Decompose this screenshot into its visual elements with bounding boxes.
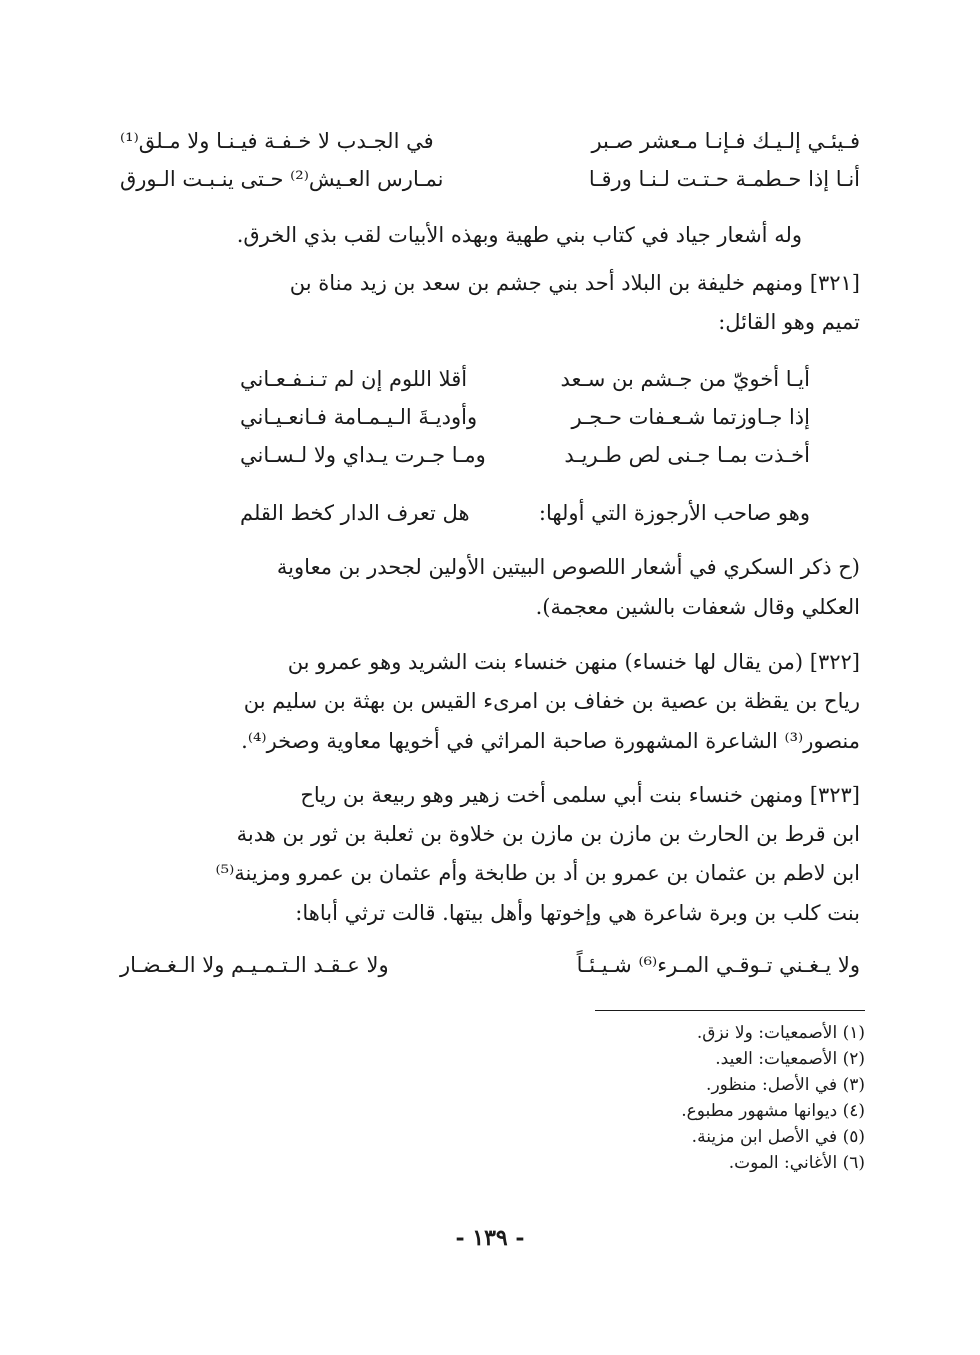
verse-second-hemistich: نمـارس العـيش⁽²⁾ حـتى ينـبـت الـورق [120, 167, 444, 191]
entry-323-line: ابن قرط بن الحارث بن مازن بن مازن بن خلاوة بن ثعلبة بن ثور بن هدبة [236, 822, 860, 846]
rajaz-opening-quote: هل تعرف الدار كخط القلم [240, 501, 470, 525]
entry-322-line: رياح بن يقظة بن عصية بن خفاف بن امرىء القيس بن بهثة بن سليم بن [243, 689, 860, 713]
footnote: (٥) في الأصل ابن مزينة. [691, 1127, 865, 1147]
footnote: (٢) الأصمعيات: العيد. [715, 1049, 865, 1069]
verse-first-hemistich: أنـا إذا حـطمـة حـتـت لـنـا ورقـا [588, 167, 860, 191]
paragraph-line [120, 494, 860, 532]
paragraph-lead: وهو صاحب الأرجوزة التي أولها: [538, 501, 810, 525]
footnote: (٣) في الأصل: منظور. [706, 1075, 865, 1095]
entry-321-line: تميم وهو القائل: [718, 310, 860, 334]
verse-first-hemistich: ولا يـغـني تـوقـي المـرء⁽⁶⁾ شـيـئـاً [576, 953, 860, 977]
page-number: - ١٣٩ - [455, 1225, 525, 1251]
entry-323-line: ابن لاطم بن عثمان بن عمرو بن أد بن طابخة وأم عثمان بن عمرو ومزينة⁽⁵⁾ [215, 861, 860, 885]
verse-second-hemistich: أقلا اللوم إن لم تـنـفـعـاني [240, 367, 468, 391]
verse-first-hemistich: إذا جـاوزتما شـعـفات حـجـر [571, 405, 810, 429]
verse-line [120, 160, 860, 198]
footnote-separator [595, 1010, 865, 1011]
entry-323-line: بنت كلب بن وبرة شاعرة هي وإخوتها وأهل بيتها. قالت ترثي أباها: [295, 901, 860, 925]
editor-note-line: العكلي وقال شعفات بالشين معجمة). [535, 595, 860, 619]
verse-first-hemistich: أخـذت بمـا جـنى لص طـريـد [564, 443, 810, 467]
verse-first-hemistich: فـيئـي إلـيـك فـإنـا مـعشر صـبر [591, 129, 860, 153]
paragraph-line: وله أشعار جياد في كتاب بني طهية وبهذه الأبيات لقب بذي الخرق. [236, 223, 802, 247]
footnote: (١) الأصمعيات: ولا نزق. [696, 1023, 865, 1043]
verse-line [120, 946, 860, 984]
entry-321-line: [٣٢١] ومنهم خليفة بن البلاد أحد بني جشم بن سعد بن زيد مناة بن [289, 271, 860, 295]
entry-322-line: منصور⁽³⁾ الشاعرة المشهورة صاحبة المراثي في أخويها معاوية وصخر⁽⁴⁾. [241, 729, 860, 753]
verse-second-hemistich: في الجـدب لا خـفـة فيـنـا ولا مـلق⁽¹⁾ [120, 129, 434, 153]
verse-line [120, 360, 860, 398]
footnote: (٤) ديوانها مشهور مطبوع. [681, 1101, 865, 1121]
entry-322-line: [٣٢٢] (من يقال لها خنساء) منهن خنساء بنت الشريد وهو عمرو بن [287, 650, 860, 674]
verse-first-hemistich: أيـا أخويّ من جـشم بن سـعد [560, 367, 810, 391]
entry-323-line: [٣٢٣] ومنهن خنساء بنت أبي سلمى أخت زهير وهو ربيعة بن رياح [300, 783, 860, 807]
verse-line [120, 398, 860, 436]
verse-second-hemistich: ومـا جـرت يـداي ولا لـسـاني [240, 443, 486, 467]
verse-second-hemistich: ولا عـقـد الـتـمـيـم ولا الـغـضـار [120, 953, 389, 977]
verse-line [120, 436, 860, 474]
verse-second-hemistich: وأوديـةَ الـيـمـامة فـانعـيـاني [240, 405, 478, 429]
footnote: (٦) الأغاني: الموت. [728, 1153, 865, 1173]
editor-note-line: (ح ذكر السكري في أشعار اللصوص البيتين الأولين لجحدر بن معاوية [276, 555, 860, 579]
verse-line [120, 122, 860, 160]
